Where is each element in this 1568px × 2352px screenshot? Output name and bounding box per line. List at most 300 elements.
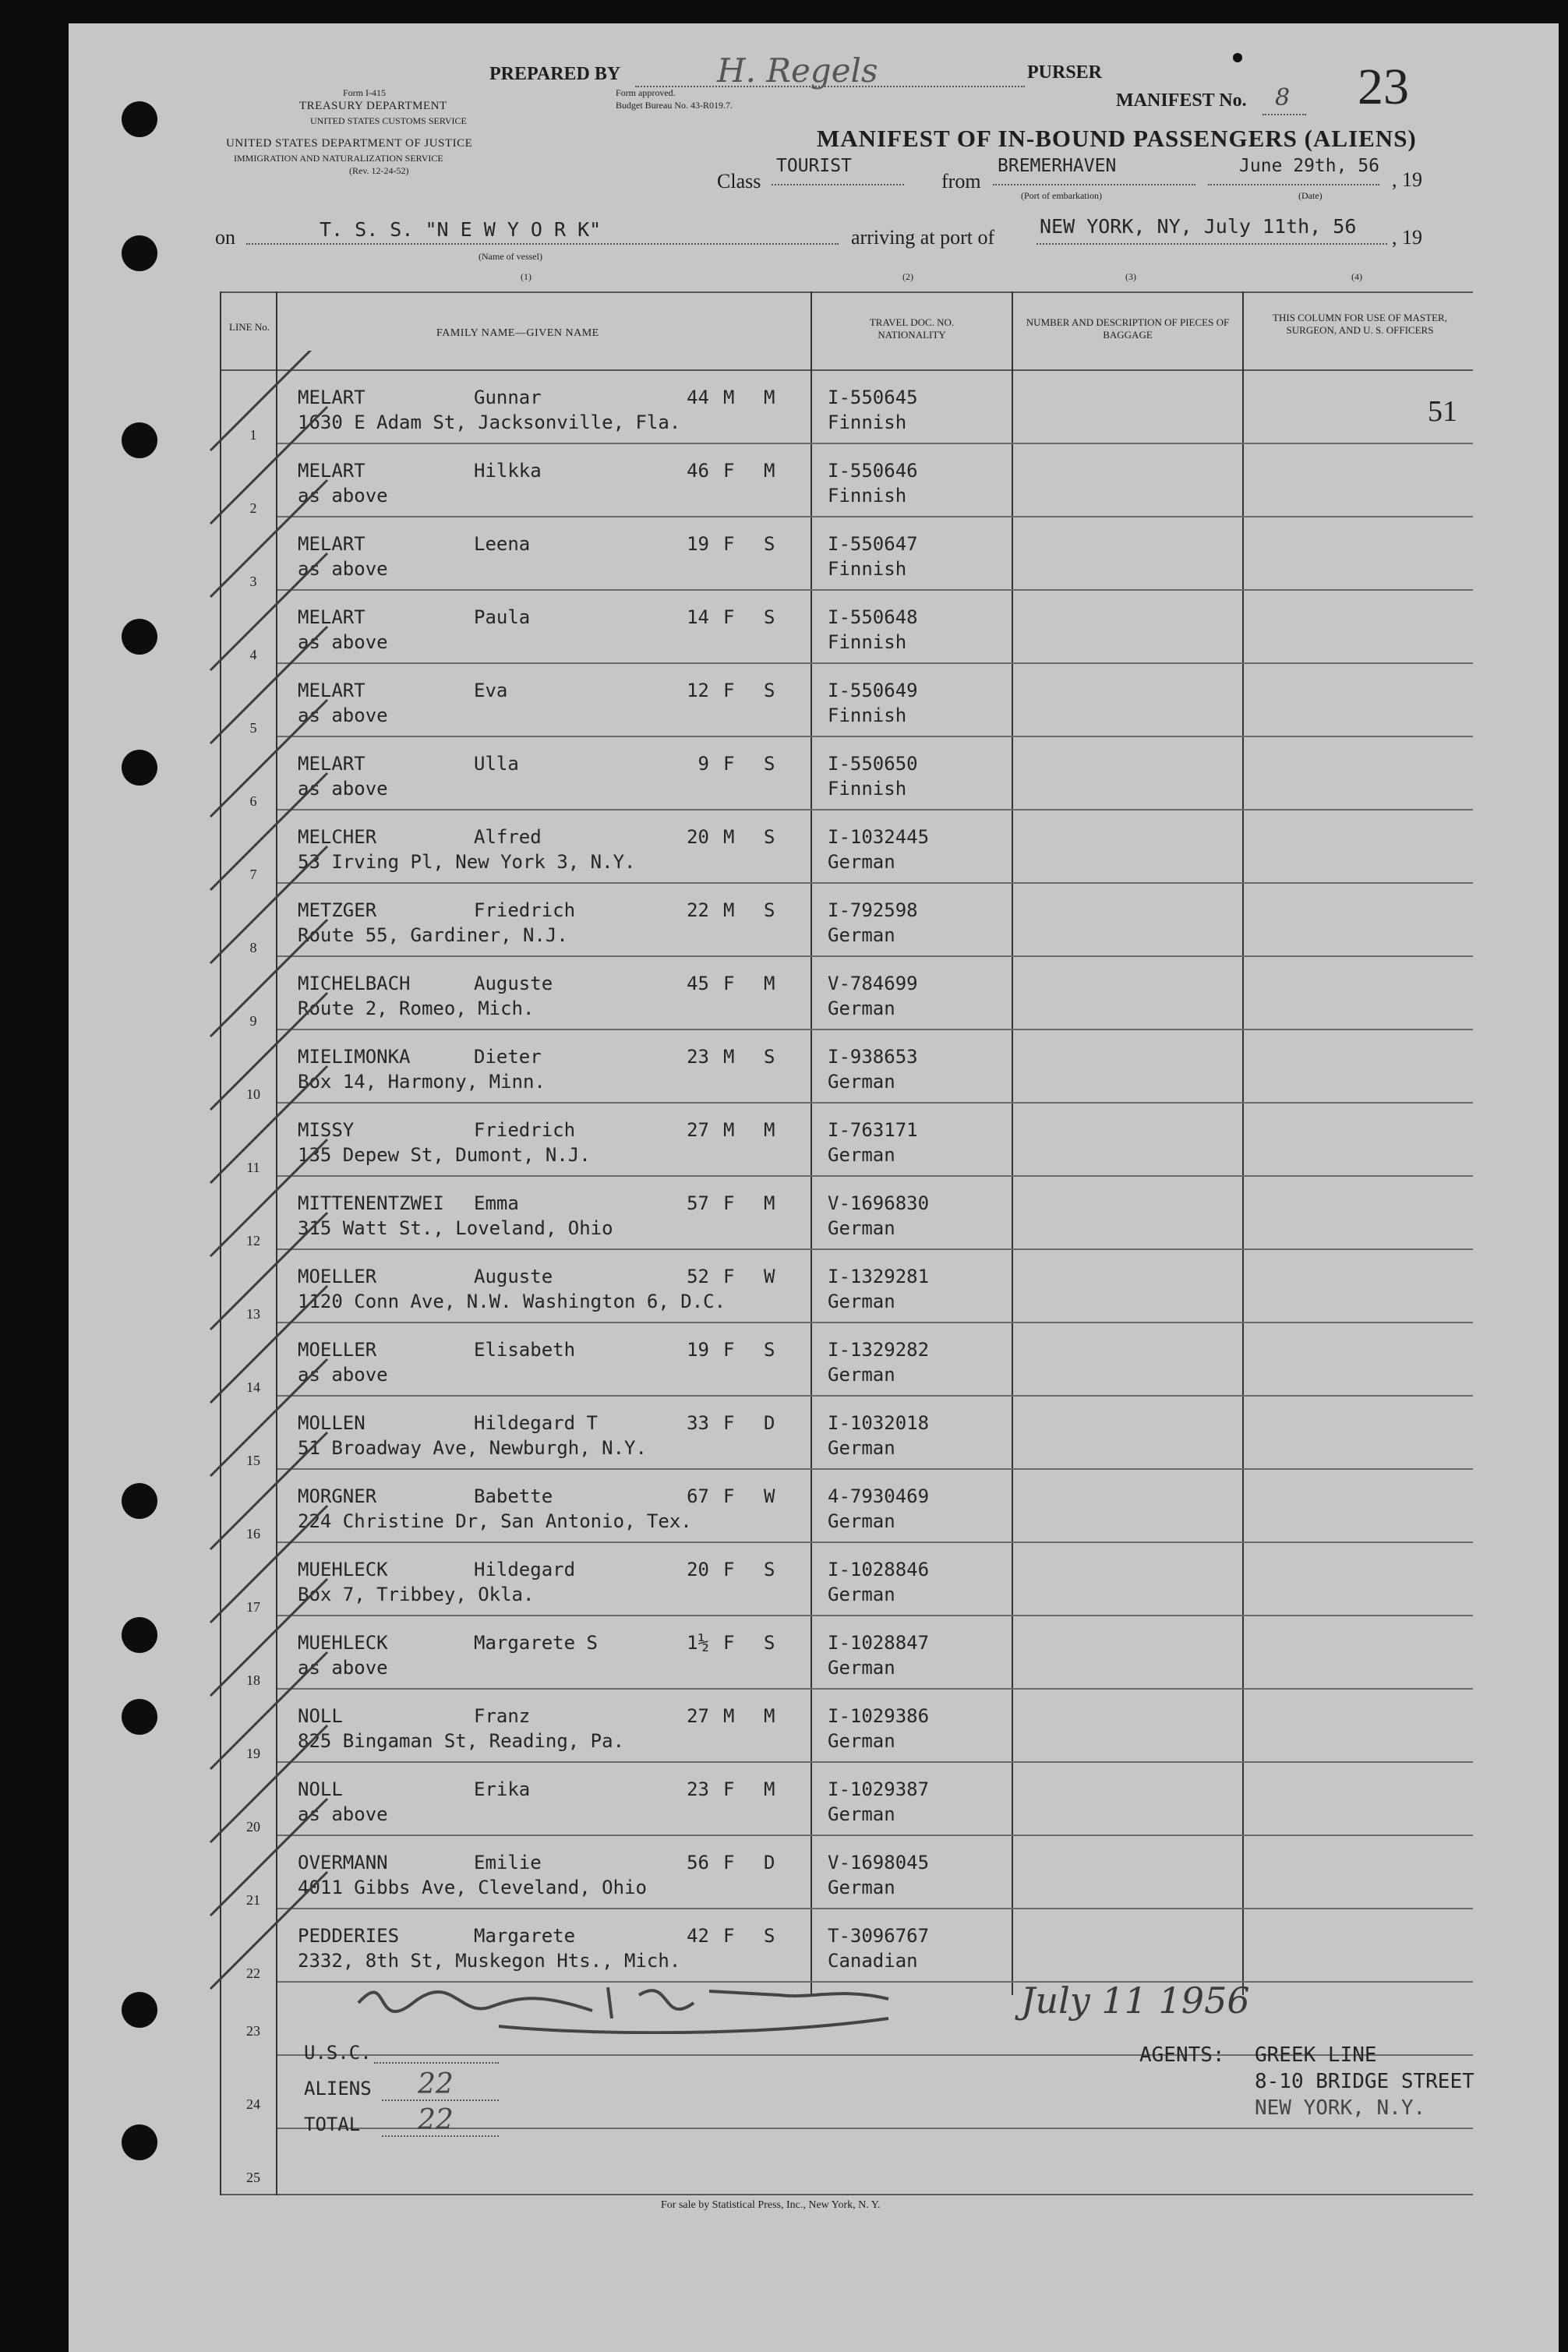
sex: F <box>723 973 735 994</box>
address: 224 Christine Dr, San Antonio, Tex. <box>298 1510 692 1532</box>
age: 23 <box>687 1778 709 1800</box>
line-number: 5 <box>249 720 257 736</box>
sex: F <box>723 1266 735 1287</box>
marital-status: S <box>764 1046 775 1068</box>
given-name: Ulla <box>474 753 519 775</box>
nationality: German <box>828 1291 895 1312</box>
family-name: MOELLER <box>298 1266 377 1287</box>
travel-doc-number: I-1032445 <box>828 826 930 848</box>
address: 1630 E Adam St, Jacksonville, Fla. <box>298 411 681 433</box>
address: 53 Irving Pl, New York 3, N.Y. <box>298 851 636 873</box>
given-name: Elisabeth <box>474 1339 576 1361</box>
nationality: German <box>828 1510 895 1532</box>
sex: F <box>723 606 735 628</box>
check-stroke <box>210 700 327 817</box>
column-number: (1) <box>521 271 531 282</box>
row-rule <box>277 443 1473 444</box>
approval-line: Form approved. <box>616 87 676 98</box>
check-marks <box>171 351 377 2065</box>
age: 12 <box>687 680 709 701</box>
marital-status: S <box>764 1339 775 1361</box>
line-number: 14 <box>246 1379 260 1395</box>
nationality: German <box>828 1144 895 1166</box>
column-header-name: FAMILY NAME—GIVEN NAME <box>436 327 599 339</box>
check-stroke <box>210 846 327 963</box>
row-rule <box>277 2128 1473 2129</box>
age: 20 <box>687 826 709 848</box>
line-number: 22 <box>246 1965 260 1981</box>
travel-doc-number: I-550648 <box>828 606 918 628</box>
form-line: Form I-415 <box>343 87 386 98</box>
marital-status: S <box>764 899 775 921</box>
line-number: 23 <box>246 2023 260 2039</box>
address: 1120 Conn Ave, N.W. Washington 6, D.C. <box>298 1291 726 1312</box>
sex: F <box>723 753 735 775</box>
nationality: Canadian <box>828 1950 918 1972</box>
line-number: 24 <box>246 2096 260 2112</box>
given-name: Leena <box>474 533 531 555</box>
address: as above <box>298 1364 388 1386</box>
line-number: 17 <box>246 1599 260 1615</box>
line-number: 4 <box>249 647 257 662</box>
punch-hole <box>122 750 157 786</box>
given-name: Margarete S <box>474 1632 598 1654</box>
column-header-officers: THIS COLUMN FOR USE OF MASTER, SURGEON, AND U. S. OFFICERS <box>1273 312 1447 336</box>
manifest-number-value: 8 <box>1275 84 1291 111</box>
sex: F <box>723 1925 735 1947</box>
line-number: 8 <box>249 940 257 955</box>
row-rule <box>277 1248 1473 1250</box>
given-name: Auguste <box>474 1266 553 1287</box>
sex: M <box>723 826 735 848</box>
given-name: Hilkka <box>474 460 542 482</box>
date-value: June 29th, 56 <box>1239 156 1380 176</box>
family-name: MOELLER <box>298 1339 377 1361</box>
marital-status: S <box>764 1925 775 1947</box>
year-suffix: , 19 <box>1392 168 1422 191</box>
family-name: MELART <box>298 606 366 628</box>
travel-doc-number: I-1329282 <box>828 1339 930 1361</box>
line-number: 7 <box>249 867 257 882</box>
sex: M <box>723 899 735 921</box>
family-name: MELART <box>298 753 366 775</box>
nationality: German <box>828 924 895 946</box>
vessel-value: T. S. S. "N E W Y O R K" <box>320 218 602 241</box>
marital-status: S <box>764 1632 775 1654</box>
travel-doc-number: I-550647 <box>828 533 918 555</box>
check-stroke <box>210 773 327 890</box>
given-name: Hildegard T <box>474 1412 598 1434</box>
purser-label: PURSER <box>1027 62 1103 83</box>
prepared-by-signature: H. Regels <box>717 51 878 90</box>
marital-status: S <box>764 753 775 775</box>
from-label: from <box>941 170 981 192</box>
address: as above <box>298 1803 388 1825</box>
row-rule <box>277 1761 1473 1763</box>
nationality: Finnish <box>828 631 907 653</box>
sex: F <box>723 1485 735 1507</box>
given-name: Erika <box>474 1778 531 1800</box>
address: Box 14, Harmony, Minn. <box>298 1071 546 1093</box>
given-name: Friedrich <box>474 899 576 921</box>
address: as above <box>298 631 388 653</box>
marital-status: S <box>764 606 775 628</box>
punch-hole <box>122 101 157 137</box>
address: Route 2, Romeo, Mich. <box>298 998 535 1019</box>
family-name: OVERMANN <box>298 1852 388 1873</box>
line-number: 3 <box>249 574 257 589</box>
manifest-number-label: MANIFEST No. <box>1116 90 1247 111</box>
total-count: 22 <box>418 2104 454 2136</box>
punch-hole <box>122 1992 157 2028</box>
check-stroke <box>210 1213 327 1330</box>
family-name: METZGER <box>298 899 377 921</box>
nationality: Finnish <box>828 411 907 433</box>
vessel-caption: (Name of vessel) <box>479 251 542 262</box>
nationality: German <box>828 1803 895 1825</box>
age: 22 <box>687 899 709 921</box>
column-number: (4) <box>1351 271 1362 282</box>
address: 2332, 8th St, Muskegon Hts., Mich. <box>298 1950 681 1972</box>
line-number: 25 <box>246 2170 260 2185</box>
family-name: MELART <box>298 460 366 482</box>
check-stroke <box>210 553 327 670</box>
marital-status: M <box>764 973 775 994</box>
given-name: Friedrich <box>474 1119 576 1141</box>
marital-status: M <box>764 1192 775 1214</box>
age: 27 <box>687 1705 709 1727</box>
travel-doc-number: I-1329281 <box>828 1266 930 1287</box>
age: 57 <box>687 1192 709 1214</box>
punch-hole <box>122 2124 157 2160</box>
age: 45 <box>687 973 709 994</box>
arrival-value: NEW YORK, NY, July 11th, 56 <box>1040 215 1357 238</box>
check-stroke <box>210 1066 327 1183</box>
row-rule <box>277 516 1473 517</box>
line-number: 21 <box>246 1892 260 1908</box>
marital-status: D <box>764 1852 775 1873</box>
nationality: German <box>828 1584 895 1605</box>
given-name: Auguste <box>474 973 553 994</box>
agents-label: AGENTS: <box>1139 2043 1225 2067</box>
address: as above <box>298 485 388 507</box>
address: 4011 Gibbs Ave, Cleveland, Ohio <box>298 1877 647 1898</box>
age: 14 <box>687 606 709 628</box>
nationality: German <box>828 1071 895 1093</box>
line-number: 11 <box>246 1160 260 1175</box>
manifest-title: MANIFEST OF IN-BOUND PASSENGERS (ALIENS) <box>817 125 1417 152</box>
check-stroke <box>210 1286 327 1403</box>
punch-hole <box>122 235 157 271</box>
age: 27 <box>687 1119 709 1141</box>
row-rule <box>277 955 1473 957</box>
column-divider <box>810 291 812 1995</box>
arriving-label: arriving at port of <box>851 226 995 249</box>
punch-hole <box>122 1483 157 1519</box>
marital-status: M <box>764 1778 775 1800</box>
row-rule <box>277 1908 1473 1909</box>
age: 19 <box>687 533 709 555</box>
agent-line: NEW YORK, N.Y. <box>1255 2096 1426 2120</box>
punch-hole <box>122 1699 157 1735</box>
officer-note: 51 <box>1428 395 1457 428</box>
sex: F <box>723 1778 735 1800</box>
address: 51 Broadway Ave, Newburgh, N.Y. <box>298 1437 647 1459</box>
family-name: MORGNER <box>298 1485 377 1507</box>
marital-status: W <box>764 1266 775 1287</box>
nationality: German <box>828 1657 895 1679</box>
age: 67 <box>687 1485 709 1507</box>
row-rule <box>277 1615 1473 1616</box>
marital-status: W <box>764 1485 775 1507</box>
age: 46 <box>687 460 709 482</box>
travel-doc-number: I-763171 <box>828 1119 918 1141</box>
family-name: MIELIMONKA <box>298 1046 411 1068</box>
column-number: (3) <box>1125 271 1136 282</box>
sex: M <box>723 1046 735 1068</box>
check-stroke <box>210 1139 327 1256</box>
family-name: MELART <box>298 387 366 408</box>
sex: F <box>723 1339 735 1361</box>
row-rule <box>277 662 1473 664</box>
line-number: 13 <box>246 1306 260 1322</box>
class-value: TOURIST <box>776 156 852 176</box>
family-name: NOLL <box>298 1705 343 1727</box>
line-number: 18 <box>246 1672 260 1688</box>
age: 20 <box>687 1559 709 1580</box>
line-number: 16 <box>246 1526 260 1542</box>
row-rule <box>277 1468 1473 1470</box>
check-stroke <box>210 407 327 524</box>
family-name: MISSY <box>298 1119 355 1141</box>
approval-line: Budget Bureau No. 43-R019.7. <box>616 100 733 111</box>
signature-scrawl <box>343 1972 1013 2034</box>
check-stroke <box>210 920 327 1037</box>
form-line: IMMIGRATION AND NATURALIZATION SERVICE <box>234 153 443 164</box>
travel-doc-number: I-550645 <box>828 387 918 408</box>
on-label: on <box>215 226 235 249</box>
given-name: Emilie <box>474 1852 542 1873</box>
sex: F <box>723 680 735 701</box>
row-rule <box>277 1395 1473 1397</box>
port-caption: (Port of embarkation) <box>1021 190 1102 201</box>
year-suffix: , 19 <box>1392 226 1422 249</box>
family-name: MOLLEN <box>298 1412 366 1434</box>
page-number: 23 <box>1358 58 1409 115</box>
given-name: Hildegard <box>474 1559 576 1580</box>
check-stroke <box>210 1872 327 1989</box>
agent-line: 8-10 BRIDGE STREET <box>1255 2070 1474 2093</box>
address: 825 Bingaman St, Reading, Pa. <box>298 1730 625 1752</box>
nationality: German <box>828 1217 895 1239</box>
travel-doc-number: I-1028846 <box>828 1559 930 1580</box>
travel-doc-number: V-1696830 <box>828 1192 930 1214</box>
family-name: MUEHLECK <box>298 1559 388 1580</box>
check-stroke <box>210 1506 327 1623</box>
nationality: Finnish <box>828 485 907 507</box>
family-name: MELCHER <box>298 826 377 848</box>
check-stroke <box>210 1725 327 1842</box>
check-stroke <box>210 1432 327 1549</box>
check-stroke <box>210 627 327 743</box>
nationality: German <box>828 1730 895 1752</box>
class-label: Class <box>717 170 761 192</box>
age: 19 <box>687 1339 709 1361</box>
row-rule <box>277 589 1473 591</box>
sex: F <box>723 1412 735 1434</box>
given-name: Babette <box>474 1485 553 1507</box>
row-rule <box>277 1029 1473 1030</box>
line-number: 9 <box>249 1013 257 1029</box>
nationality: German <box>828 998 895 1019</box>
column-header-baggage: NUMBER AND DESCRIPTION OF PIECES OF BAGGAGE <box>1026 316 1230 341</box>
prepared-by-label: PREPARED BY <box>489 64 621 84</box>
nationality: German <box>828 1877 895 1898</box>
marital-status: S <box>764 826 775 848</box>
age: 1½ <box>687 1632 709 1654</box>
given-name: Paula <box>474 606 531 628</box>
travel-doc-number: V-784699 <box>828 973 918 994</box>
sex: F <box>723 1192 735 1214</box>
punch-hole <box>122 619 157 655</box>
travel-doc-number: I-1028847 <box>828 1632 930 1654</box>
sex: M <box>723 1705 735 1727</box>
row-rule <box>277 809 1473 810</box>
given-name: Franz <box>474 1705 531 1727</box>
nationality: German <box>828 1364 895 1386</box>
punch-hole <box>122 1617 157 1653</box>
agent-line: GREEK LINE <box>1255 2043 1377 2067</box>
punch-hole <box>122 422 157 458</box>
address: Box 7, Tribbey, Okla. <box>298 1584 535 1605</box>
family-name: MUEHLECK <box>298 1632 388 1654</box>
total-label: TOTAL <box>304 2114 361 2135</box>
line-number: 1 <box>249 427 257 443</box>
travel-doc-number: I-550650 <box>828 753 918 775</box>
travel-doc-number: I-1029386 <box>828 1705 930 1727</box>
sex: F <box>723 533 735 555</box>
travel-doc-number: I-792598 <box>828 899 918 921</box>
printer-note: For sale by Statistical Press, Inc., New York, N. Y. <box>661 2199 881 2211</box>
family-name: PEDDERIES <box>298 1925 400 1947</box>
check-stroke <box>210 1579 327 1696</box>
address: as above <box>298 558 388 580</box>
travel-doc-number: I-550649 <box>828 680 918 701</box>
column-header-travel: TRAVEL DOC. NO. NATIONALITY <box>869 316 955 341</box>
marital-status: S <box>764 680 775 701</box>
age: 44 <box>687 387 709 408</box>
sex: M <box>723 1119 735 1141</box>
usc-label: U.S.C. <box>304 2042 372 2064</box>
marital-status: S <box>764 1559 775 1580</box>
age: 52 <box>687 1266 709 1287</box>
family-name: MELART <box>298 680 366 701</box>
column-number: (2) <box>902 271 913 282</box>
row-rule <box>277 1835 1473 1836</box>
given-name: Margarete <box>474 1925 576 1947</box>
age: 33 <box>687 1412 709 1434</box>
given-name: Alfred <box>474 826 542 848</box>
aliens-count: 22 <box>418 2068 454 2100</box>
address: 315 Watt St., Loveland, Ohio <box>298 1217 613 1239</box>
given-name: Dieter <box>474 1046 542 1068</box>
nationality: Finnish <box>828 778 907 800</box>
sex: F <box>723 1559 735 1580</box>
form-line: UNITED STATES DEPARTMENT OF JUSTICE <box>226 137 473 150</box>
marital-status: S <box>764 533 775 555</box>
line-number: 20 <box>246 1819 260 1835</box>
line-number: 19 <box>246 1746 260 1761</box>
address: 135 Depew St, Dumont, N.J. <box>298 1144 591 1166</box>
date-caption: (Date) <box>1298 190 1323 201</box>
sex: F <box>723 460 735 482</box>
column-divider <box>1242 291 1244 1995</box>
travel-doc-number: V-1698045 <box>828 1852 930 1873</box>
family-name: MITTENENTZWEI <box>298 1192 444 1214</box>
table-header-border <box>220 369 1473 371</box>
marital-status: D <box>764 1412 775 1434</box>
column-header-line-no: LINE No. <box>229 321 270 333</box>
address: as above <box>298 778 388 800</box>
form-line: (Rev. 12-24-52) <box>349 165 409 176</box>
age: 9 <box>697 753 709 775</box>
family-name: MICHELBACH <box>298 973 411 994</box>
travel-doc-number: T-3096767 <box>828 1925 930 1947</box>
age: 42 <box>687 1925 709 1947</box>
given-name: Gunnar <box>474 387 542 408</box>
check-stroke <box>210 1652 327 1769</box>
check-stroke <box>210 480 327 597</box>
row-rule <box>277 1175 1473 1177</box>
sex: F <box>723 1852 735 1873</box>
aliens-label: ALIENS <box>304 2078 372 2099</box>
sex: F <box>723 1632 735 1654</box>
line-number: 10 <box>246 1086 260 1102</box>
check-stroke <box>210 351 327 450</box>
column-divider <box>1012 291 1013 1995</box>
travel-doc-number: I-938653 <box>828 1046 918 1068</box>
check-stroke <box>210 993 327 1110</box>
given-name: Emma <box>474 1192 519 1214</box>
family-name: NOLL <box>298 1778 343 1800</box>
line-number: 12 <box>246 1233 260 1248</box>
address: as above <box>298 705 388 726</box>
marital-status: M <box>764 1119 775 1141</box>
marital-status: M <box>764 1705 775 1727</box>
nationality: Finnish <box>828 705 907 726</box>
sex: M <box>723 387 735 408</box>
line-number: 6 <box>249 793 257 809</box>
address: Route 55, Gardiner, N.J. <box>298 924 568 946</box>
row-rule <box>277 882 1473 884</box>
row-rule <box>277 736 1473 737</box>
table-bottom-border <box>220 2194 1473 2195</box>
port-value: BREMERHAVEN <box>998 156 1117 176</box>
address: as above <box>298 1657 388 1679</box>
ink-dot <box>1233 53 1242 62</box>
row-rule <box>277 1322 1473 1323</box>
travel-doc-number: I-550646 <box>828 460 918 482</box>
row-rule <box>277 1102 1473 1104</box>
marital-status: M <box>764 460 775 482</box>
travel-doc-number: 4-7930469 <box>828 1485 930 1507</box>
line-number: 2 <box>249 500 257 516</box>
given-name: Eva <box>474 680 508 701</box>
travel-doc-number: I-1032018 <box>828 1412 930 1434</box>
family-name: MELART <box>298 533 366 555</box>
check-stroke <box>210 1359 327 1476</box>
line-number: 15 <box>246 1453 260 1468</box>
